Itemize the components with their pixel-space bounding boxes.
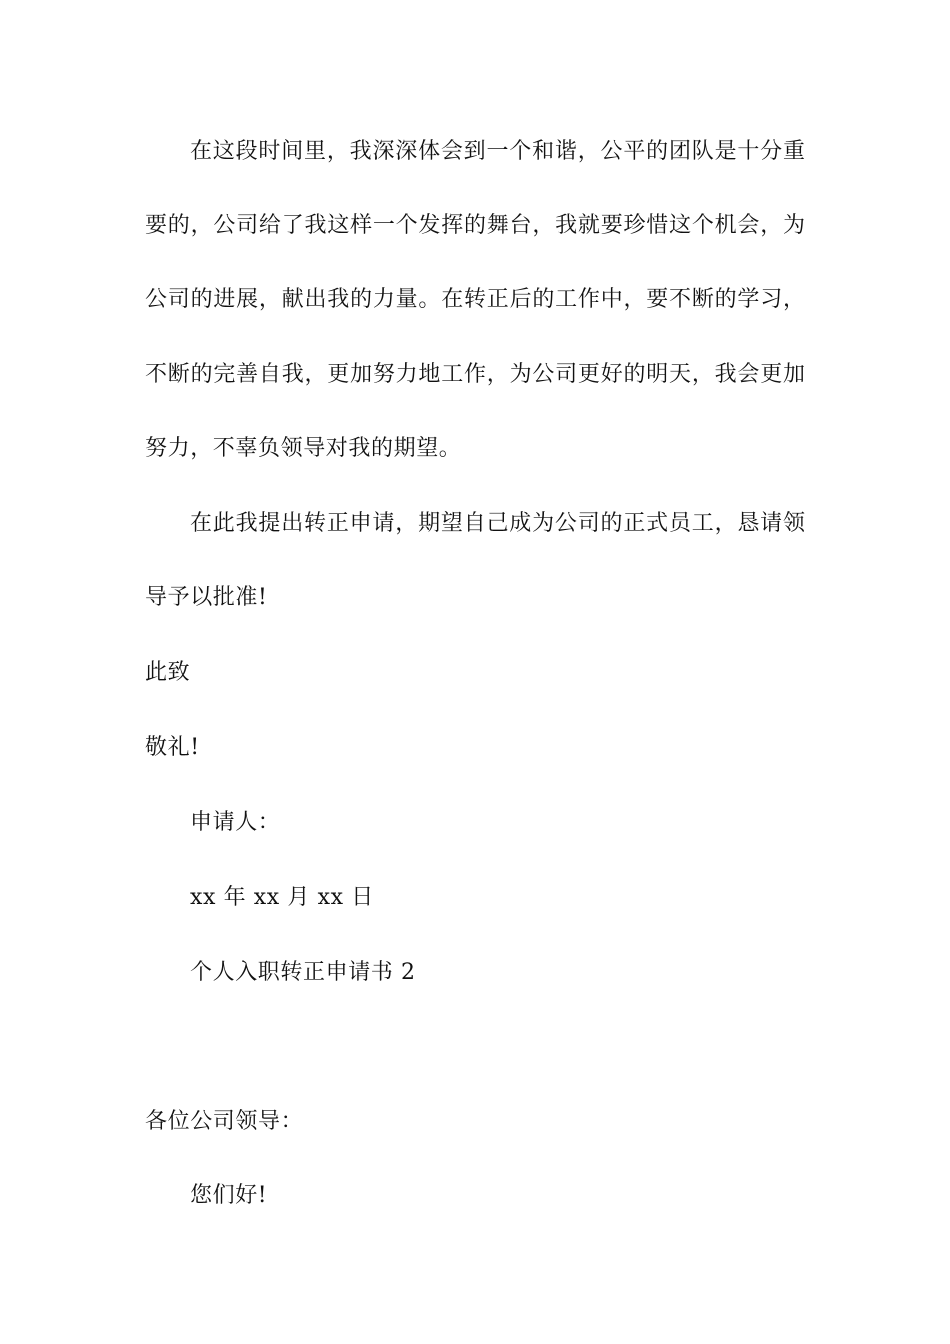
paragraph-line: 在此我提出转正申请，期望自己成为公司的正式员工，恳请领 xyxy=(190,511,805,536)
paragraph-line: 导予以批准! xyxy=(145,585,268,610)
greeting: 您们好! xyxy=(190,1183,268,1208)
applicant-label: 申请人： xyxy=(190,810,281,835)
salutation: 各位公司领导： xyxy=(145,1109,304,1134)
date-line: xx 年 xx 月 xx 日 xyxy=(190,885,374,910)
paragraph-line: 要的，公司给了我这样一个发挥的舞台，我就要珍惜这个机会，为 xyxy=(145,213,805,238)
closing-text: 此致 xyxy=(145,660,191,685)
closing-salute: 敬礼! xyxy=(145,735,200,760)
paragraph-line: 在这段时间里，我深深体会到一个和谐，公平的团队是十分重 xyxy=(190,139,805,164)
paragraph-line: 公司的进展，献出我的力量。在转正后的工作中，要不断的学习， xyxy=(145,287,805,312)
paragraph-line: 不断的完善自我，更加努力地工作，为公司更好的明天，我会更加 xyxy=(145,362,805,387)
paragraph-line: 努力，不辜负领导对我的期望。 xyxy=(145,436,462,461)
section-title: 个人入职转正申请书 2 xyxy=(190,960,416,985)
